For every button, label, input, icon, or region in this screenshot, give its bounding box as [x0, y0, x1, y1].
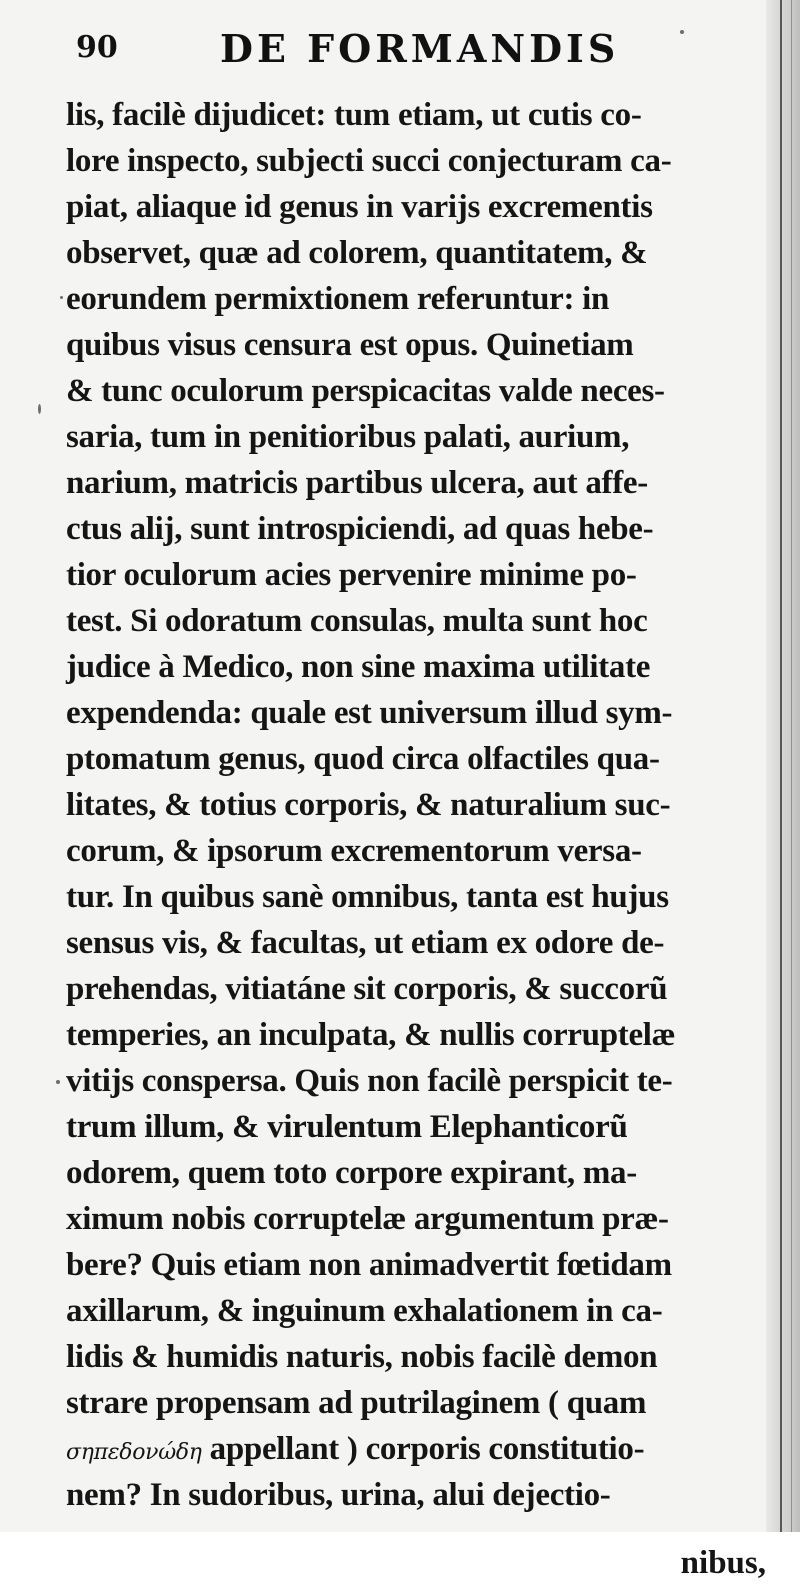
- text-line: litates, & totius corporis, & naturalium suc-: [66, 787, 671, 823]
- page-edge-line-secondary: [791, 0, 792, 1532]
- text-line: strare propensam ad putrilaginem ( quam: [66, 1385, 647, 1421]
- text-line: quibus visus censura est opus. Quinetiam: [66, 327, 634, 363]
- text-line: ctus alij, sunt introspiciendi, ad quas hebe-: [66, 511, 654, 547]
- text-line: lidis & humidis naturis, nobis facilè demon: [66, 1339, 658, 1375]
- running-title: DE FORMANDIS: [220, 26, 620, 71]
- text-line: ptomatum genus, quod circa olfactiles qua-: [66, 741, 660, 777]
- text-line: ximum nobis corruptelæ argumentum præ-: [66, 1201, 669, 1237]
- text-line: bere? Quis etiam non animadvertit fœtidam: [66, 1247, 672, 1283]
- text-line: temperies, an inculpata, & nullis corruptelæ: [66, 1017, 676, 1053]
- ink-speck: [38, 404, 41, 414]
- text-line: tur. In quibus sanè omnibus, tanta est hujus: [66, 879, 669, 915]
- greek-line-rest: appellant ) corporis constitutio-: [201, 1431, 645, 1467]
- page-edge-line: [780, 0, 782, 1532]
- catchword: nibus,: [680, 1545, 766, 1581]
- ink-speck: [60, 296, 63, 299]
- text-line: lis, facilè dijudicet: tum etiam, ut cutis co-: [66, 97, 642, 133]
- text-line: expendenda: quale est universum illud sym-: [66, 695, 673, 731]
- text-line: sensus vis, & facultas, ut etiam ex odore de-: [66, 925, 665, 961]
- text-line: test. Si odoratum consulas, multa sunt hoc: [66, 603, 648, 639]
- text-line: lore inspecto, subjecti succi conjecturam ca-: [66, 143, 672, 179]
- text-line: observet, quæ ad colorem, quantitatem, &: [66, 235, 648, 271]
- text-line-final: nem? In sudoribus, urina, alui dejectio-: [66, 1477, 611, 1513]
- text-line: axillarum, & inguinum exhalationem in ca-: [66, 1293, 663, 1329]
- text-line: judice à Medico, non sine maxima utilitate: [66, 649, 651, 685]
- text-line: trum illum, & virulentum Elephanticorũ: [66, 1109, 628, 1145]
- text-line: piat, aliaque id genus in varijs excrementis: [66, 189, 653, 225]
- body-text: [66, 92, 776, 1581]
- ink-speck: [56, 1080, 60, 1084]
- page-header: [70, 16, 770, 80]
- text-line: vitijs conspersa. Quis non facilè perspicit te-: [66, 1063, 673, 1099]
- text-line: & tunc oculorum perspicacitas valde neces-: [66, 373, 665, 409]
- text-line: tior oculorum acies pervenire minime po-: [66, 557, 637, 593]
- text-line: saria, tum in penitioribus palati, aurium,: [66, 419, 630, 455]
- text-line: odorem, quem toto corpore expirant, ma-: [66, 1155, 637, 1191]
- text-line: corum, & ipsorum excrementorum versa-: [66, 833, 642, 869]
- text-line: prehendas, vitiatáne sit corporis, & succorũ: [66, 971, 668, 1007]
- page-number: 90: [76, 30, 118, 65]
- text-line: eorundem permixtionem referuntur: in: [66, 281, 610, 317]
- greek-word: σηπεδονώδη: [66, 1440, 202, 1465]
- text-line: narium, matricis partibus ulcera, aut affe-: [66, 465, 648, 501]
- ink-speck: [680, 30, 684, 34]
- text-line-with-greek: [66, 1426, 776, 1472]
